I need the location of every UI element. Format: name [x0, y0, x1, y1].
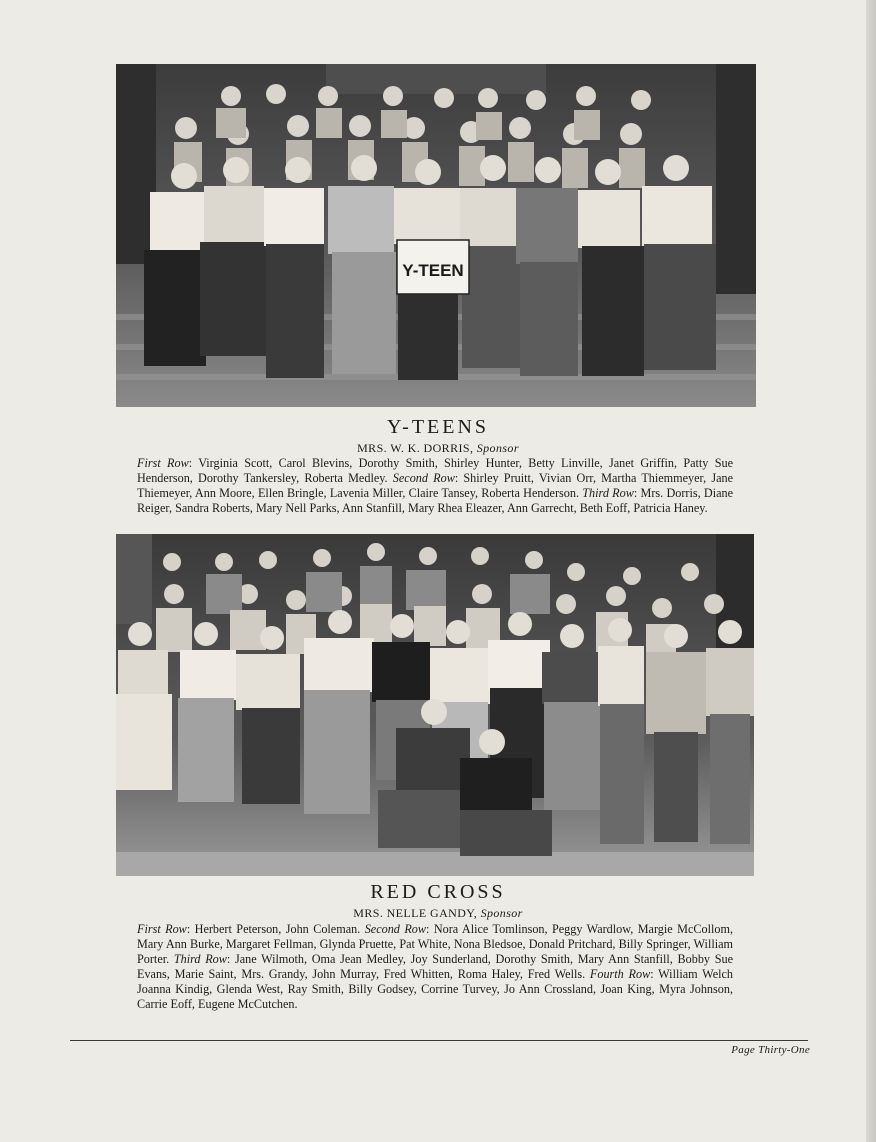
- y-teen-sign: Y-TEEN: [402, 261, 464, 280]
- red-cross-sponsor-name: MRS. NELLE GANDY,: [353, 906, 478, 920]
- row-names: Virginia Scott, Carol Blevins, Dorothy Smith, Shirley Hunter, Betty Linville, Janet Griffin, Patty Sue Henderson, Dorothy Tankersley, Roberta Medley.: [137, 456, 734, 485]
- row-names: Nora Alice Tomlinson, Peggy Wardlow, Margie McCollom, Mary Ann Burke, Margaret Fellman, Glynda Pruette, Pat White, Nona Bledsoe, Donald Pritchard, Billy Springer, William Porter.: [137, 922, 733, 966]
- red-cross-group-photo: [116, 534, 754, 876]
- y-teens-title: Y-TEENS: [386, 416, 490, 438]
- row-names: Shirley Pruitt, Vivian Orr, Martha Thiemmeyer, Jane Thiemeyer, Ann Moore, Ellen Bringle, Lavenia Miller, Claire Tansey, Roberta Henderson.: [137, 471, 733, 500]
- row-names: William Welch Joanna Kindig, Glenda West, Ray Smith, Billy Godsey, Corrine Turvey, Jo Ann Crossland, Joan King, Myra Johnson, Carrie Eoff, Eugene McCutchen.: [137, 967, 733, 1011]
- row-names: Herbert Peterson, John Coleman.: [194, 922, 361, 936]
- row-label: Third Row: [173, 952, 227, 966]
- row-label: Second Row: [392, 471, 455, 485]
- y-teens-group-photo: [116, 64, 756, 407]
- footer-rule: [70, 1040, 808, 1041]
- row-label: First Row: [137, 456, 189, 470]
- page-number: Page Thirty-One: [731, 1044, 810, 1056]
- row-names: Jane Wilmoth, Oma Jean Medley, Joy Sunderland, Dorothy Smith, Mary Ann Stanfill, Bobby Sue Evans, Marie Saint, Mrs. Grandy, John Murray, Fred Whitten, Roma Haley, Fred Wells.: [137, 952, 733, 981]
- row-label: Third Row: [582, 486, 634, 500]
- y-teens-caption: First Row: Virginia Scott, Carol Blevins, Dorothy Smith, Shirley Hunter, Betty Linville, Janet Griffin, Patty Sue Henderson, Dorothy Tankersley, Roberta Medley. Second Row: Shirley Pruitt, Vivian Orr, Martha Thiemmeyer, Jane Thiemeyer, Ann Moore, Ellen Bringle, Lavenia Miller, Claire Tansey, Roberta Henderson. Third Row: Mrs. Dorris, Diane Reiger, Sandra Roberts, Mary Nell Parks, Ann Stanfill, Mary Rhea Eleazer, Ann Garrecht, Beth Eoff, Patricia Haney.: [137, 456, 734, 515]
- y-teens-sponsor-name: MRS. W. K. DORRIS,: [357, 441, 474, 455]
- red-cross-title: RED CROSS: [370, 881, 506, 903]
- y-teens-sponsor: [0, 441, 876, 456]
- row-names: Mrs. Dorris, Diane Reiger, Sandra Roberts, Mary Nell Parks, Ann Stanfill, Mary Rhea Eleazer, Ann Garrecht, Beth Eoff, Patricia Haney.: [137, 486, 733, 515]
- row-label: First Row: [137, 922, 187, 936]
- red-cross-sponsor-role: Sponsor: [480, 906, 523, 920]
- y-teens-sponsor-role: Sponsor: [476, 441, 519, 455]
- red-cross-caption: First Row: Herbert Peterson, John Coleman. Second Row: Nora Alice Tomlinson, Peggy Wardlow, Margie McCollom, Mary Ann Burke, Margaret Fellman, Glynda Pruette, Pat White, Nona Bledsoe, Donald Pritchard, Billy Springer, William Porter. Third Row: Jane Wilmoth, Oma Jean Medley, Joy Sunderland, Dorothy Smith, Mary Ann Stanfill, Bobby Sue Evans, Marie Saint, Mrs. Grandy, John Murray, Fred Whitten, Roma Haley, Fred Wells. Fourth Row: William Welch Joanna Kindig, Glenda West, Ray Smith, Billy Godsey, Corrine Turvey, Jo Ann Crossland, Joan King, Myra Johnson, Carrie Eoff, Eugene McCutchen.: [137, 922, 733, 1011]
- row-label: Fourth Row: [589, 967, 651, 981]
- red-cross-sponsor: [0, 906, 876, 921]
- row-label: Second Row: [364, 922, 426, 936]
- page-edge: [866, 0, 876, 1142]
